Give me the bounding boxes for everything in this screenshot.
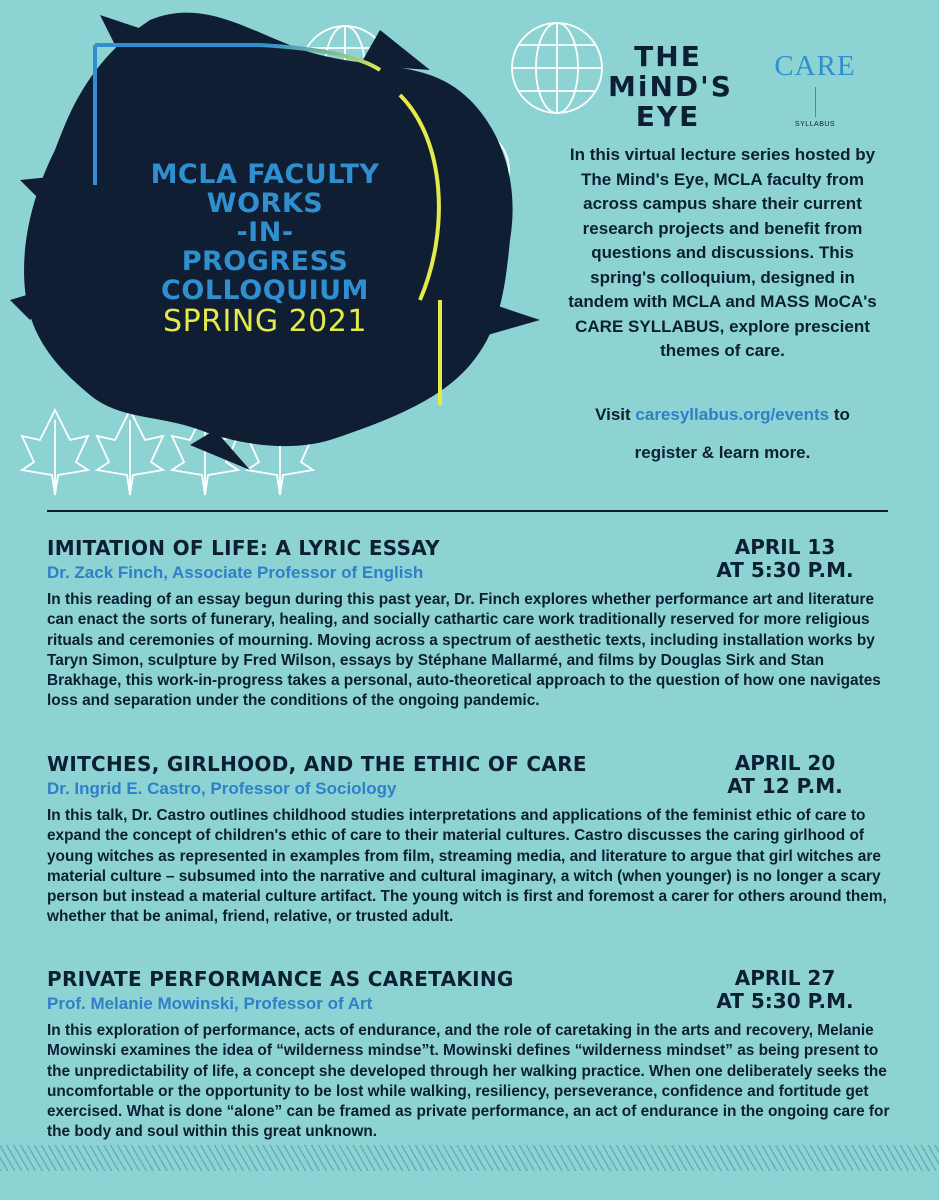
event-speaker: Dr. Zack Finch, Associate Professor of English — [47, 563, 424, 582]
season-label: SPRING 2021 — [163, 304, 367, 339]
section-divider — [47, 510, 888, 512]
minds-eye-logo — [608, 40, 733, 133]
logo-line: EYE — [635, 100, 701, 133]
event-title: PRIVATE PERFORMANCE AS CARETAKING — [47, 967, 514, 991]
hero-section — [0, 0, 939, 510]
event-date-day: APRIL 13 — [734, 535, 836, 559]
event-title: WITCHES, GIRLHOOD, AND THE ETHIC OF CARE — [47, 752, 587, 776]
care-sub: SYLLABUS — [794, 121, 836, 128]
logo-divider — [815, 87, 816, 117]
event-date-time: AT 12 P.M. — [727, 774, 843, 798]
event-date — [695, 967, 875, 1013]
event-description: In this reading of an essay begun during this past year, Dr. Finch explores whether performance art and literature can enact the sorts of funerary, healing, and socially cathartic care work traditionally reserved for more religious rituals and ceremonies of mourning. Moving across a spectrum of aesthetic texts, including installation works by Taryn Simon, sculpture by Fred Wilson, essays by Stéphane Mallarmé, and films by Douglas Sirk and Stan Brakhage, this work-in-progress takes a personal, auto-theoretical approach to the question of how one navigates loss and separation under the conditions of the ongoing pandemic. — [47, 591, 881, 710]
event-date-time: AT 5:30 P.M. — [716, 989, 854, 1013]
title-line: MCLA FACULTY — [150, 159, 380, 190]
visit-info — [560, 396, 885, 472]
event-title: IMITATION OF LIFE: A LYRIC ESSAY — [47, 536, 440, 560]
intro-paragraph: In this virtual lecture series hosted by The Mind's Eye, MCLA faculty from across campus share their current research projects and benefit from questions and discussions. This spring's colloquium, designed in tandem with MCLA and MASS MoCA's CARE SYLLABUS, explore prescient themes of care. — [568, 145, 877, 360]
leaf-icon — [97, 410, 163, 495]
title-line: COLLOQUIUM — [161, 275, 369, 306]
colloquium-title — [85, 159, 445, 339]
visit-prefix: Visit — [595, 405, 631, 424]
title-line: PROGRESS — [181, 246, 349, 277]
care-syllabus-logo — [760, 50, 870, 128]
event-date-day: APRIL 27 — [734, 966, 836, 990]
logo-line: THE — [634, 40, 702, 73]
event-description: In this talk, Dr. Castro outlines childhood studies interpretations and applications of the feminist ethic of care to expand the concept of children's ethic of care to their material cultures. Castro discusses the caring girlhood of young witches as represented in examples from film, streaming media, and literature to argue that girl witches are material culture – subsumed into the narrative and cultural imaginary, a witch (when younger) is no longer a scary person but instead a material culture artifact. The young witch is first and foremost a carer for others around them, whether that be animal, friend, relative, or trusted adult. — [47, 807, 887, 926]
event-date-time: AT 5:30 P.M. — [716, 558, 854, 582]
event-date-day: APRIL 20 — [734, 751, 836, 775]
event-date — [695, 536, 875, 582]
visit-suffix: to — [833, 405, 850, 424]
events-link[interactable]: caresyllabus.org/events — [635, 405, 830, 424]
event-speaker: Prof. Melanie Mowinski, Professor of Art — [47, 994, 373, 1013]
leaf-icon — [22, 410, 88, 495]
title-line: -IN- — [236, 217, 294, 248]
logo-line: MiND'S — [608, 70, 733, 103]
stripe-border — [0, 1145, 939, 1171]
event-speaker: Dr. Ingrid E. Castro, Professor of Sociology — [47, 779, 397, 798]
care-word: CARE — [774, 50, 856, 82]
event-date — [695, 752, 875, 798]
title-line: WORKS — [206, 188, 324, 219]
visit-line2: register & learn more. — [634, 443, 811, 462]
globe-icon — [512, 23, 602, 113]
event-description: In this exploration of performance, acts of endurance, and the role of caretaking in the arts and recovery, Melanie Mowinski examines the idea of “wilderness mindse”t. Mowinski defines “wilderness mindset” as being present to the unpredictability of life, a concept she developed through her walking practice. When one deliberately seeks the uncomfortable or the opportunity to be lost while walking, resiliency, perseverance, confidence and fortitude get exercised. What is done “alone” can be framed as private performance, an act of endurance in the ongoing care for the body and soul within this great unknown. — [47, 1022, 890, 1141]
